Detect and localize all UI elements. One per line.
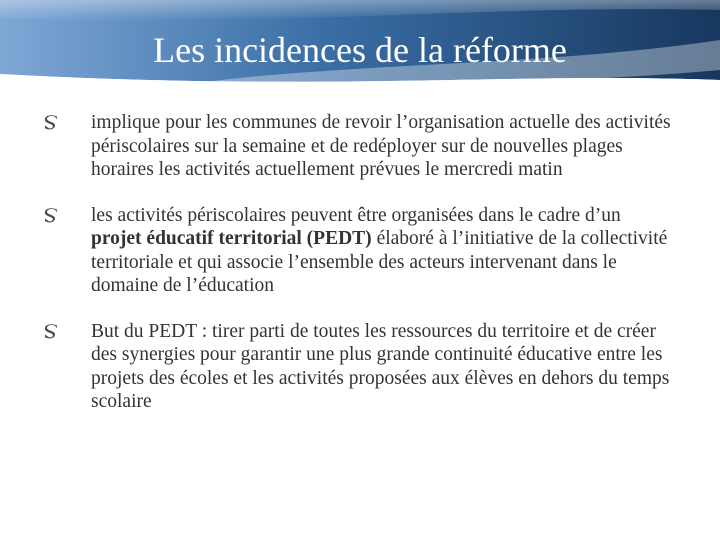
bullet-text-before: les activités périscolaires peuvent être organisées dans le cadre d’un [91,204,621,226]
bullet-list [44,111,674,436]
bullet-item-but-du-pedt [44,320,674,414]
stylized-s-bullet-icon [44,324,58,340]
bullet-text: But du PEDT : tirer parti de toutes les ressources du territoire et de créer des synergies pour garantir une plus grande continuité éducative entre les projets des écoles et les activités proposées aux élèves en dehors du temps scolaire [91,320,670,412]
stylized-s-bullet-icon [44,115,58,131]
bullet-item-pedt [44,204,674,298]
bullet-text: implique pour les communes de revoir l’organisation actuelle des activités périscolaires sur la semaine et de redéployer sur de nouvelles plages horaires les activités actuellement prévues le mercredi matin [91,112,671,180]
slide-title: Les incidences de la réforme [153,30,567,70]
bullet-text-bold: projet éducatif territorial (PEDT) [91,228,372,249]
bullet-item-organisation [44,111,674,182]
stylized-s-bullet-icon [44,208,58,224]
bullet-text [91,205,667,297]
bullet-text-after: élaboré à l’initiative de la collectivité territoriale et qui associe l’ensemble des acteurs intervenant dans le domaine de l’éducation [91,228,668,296]
